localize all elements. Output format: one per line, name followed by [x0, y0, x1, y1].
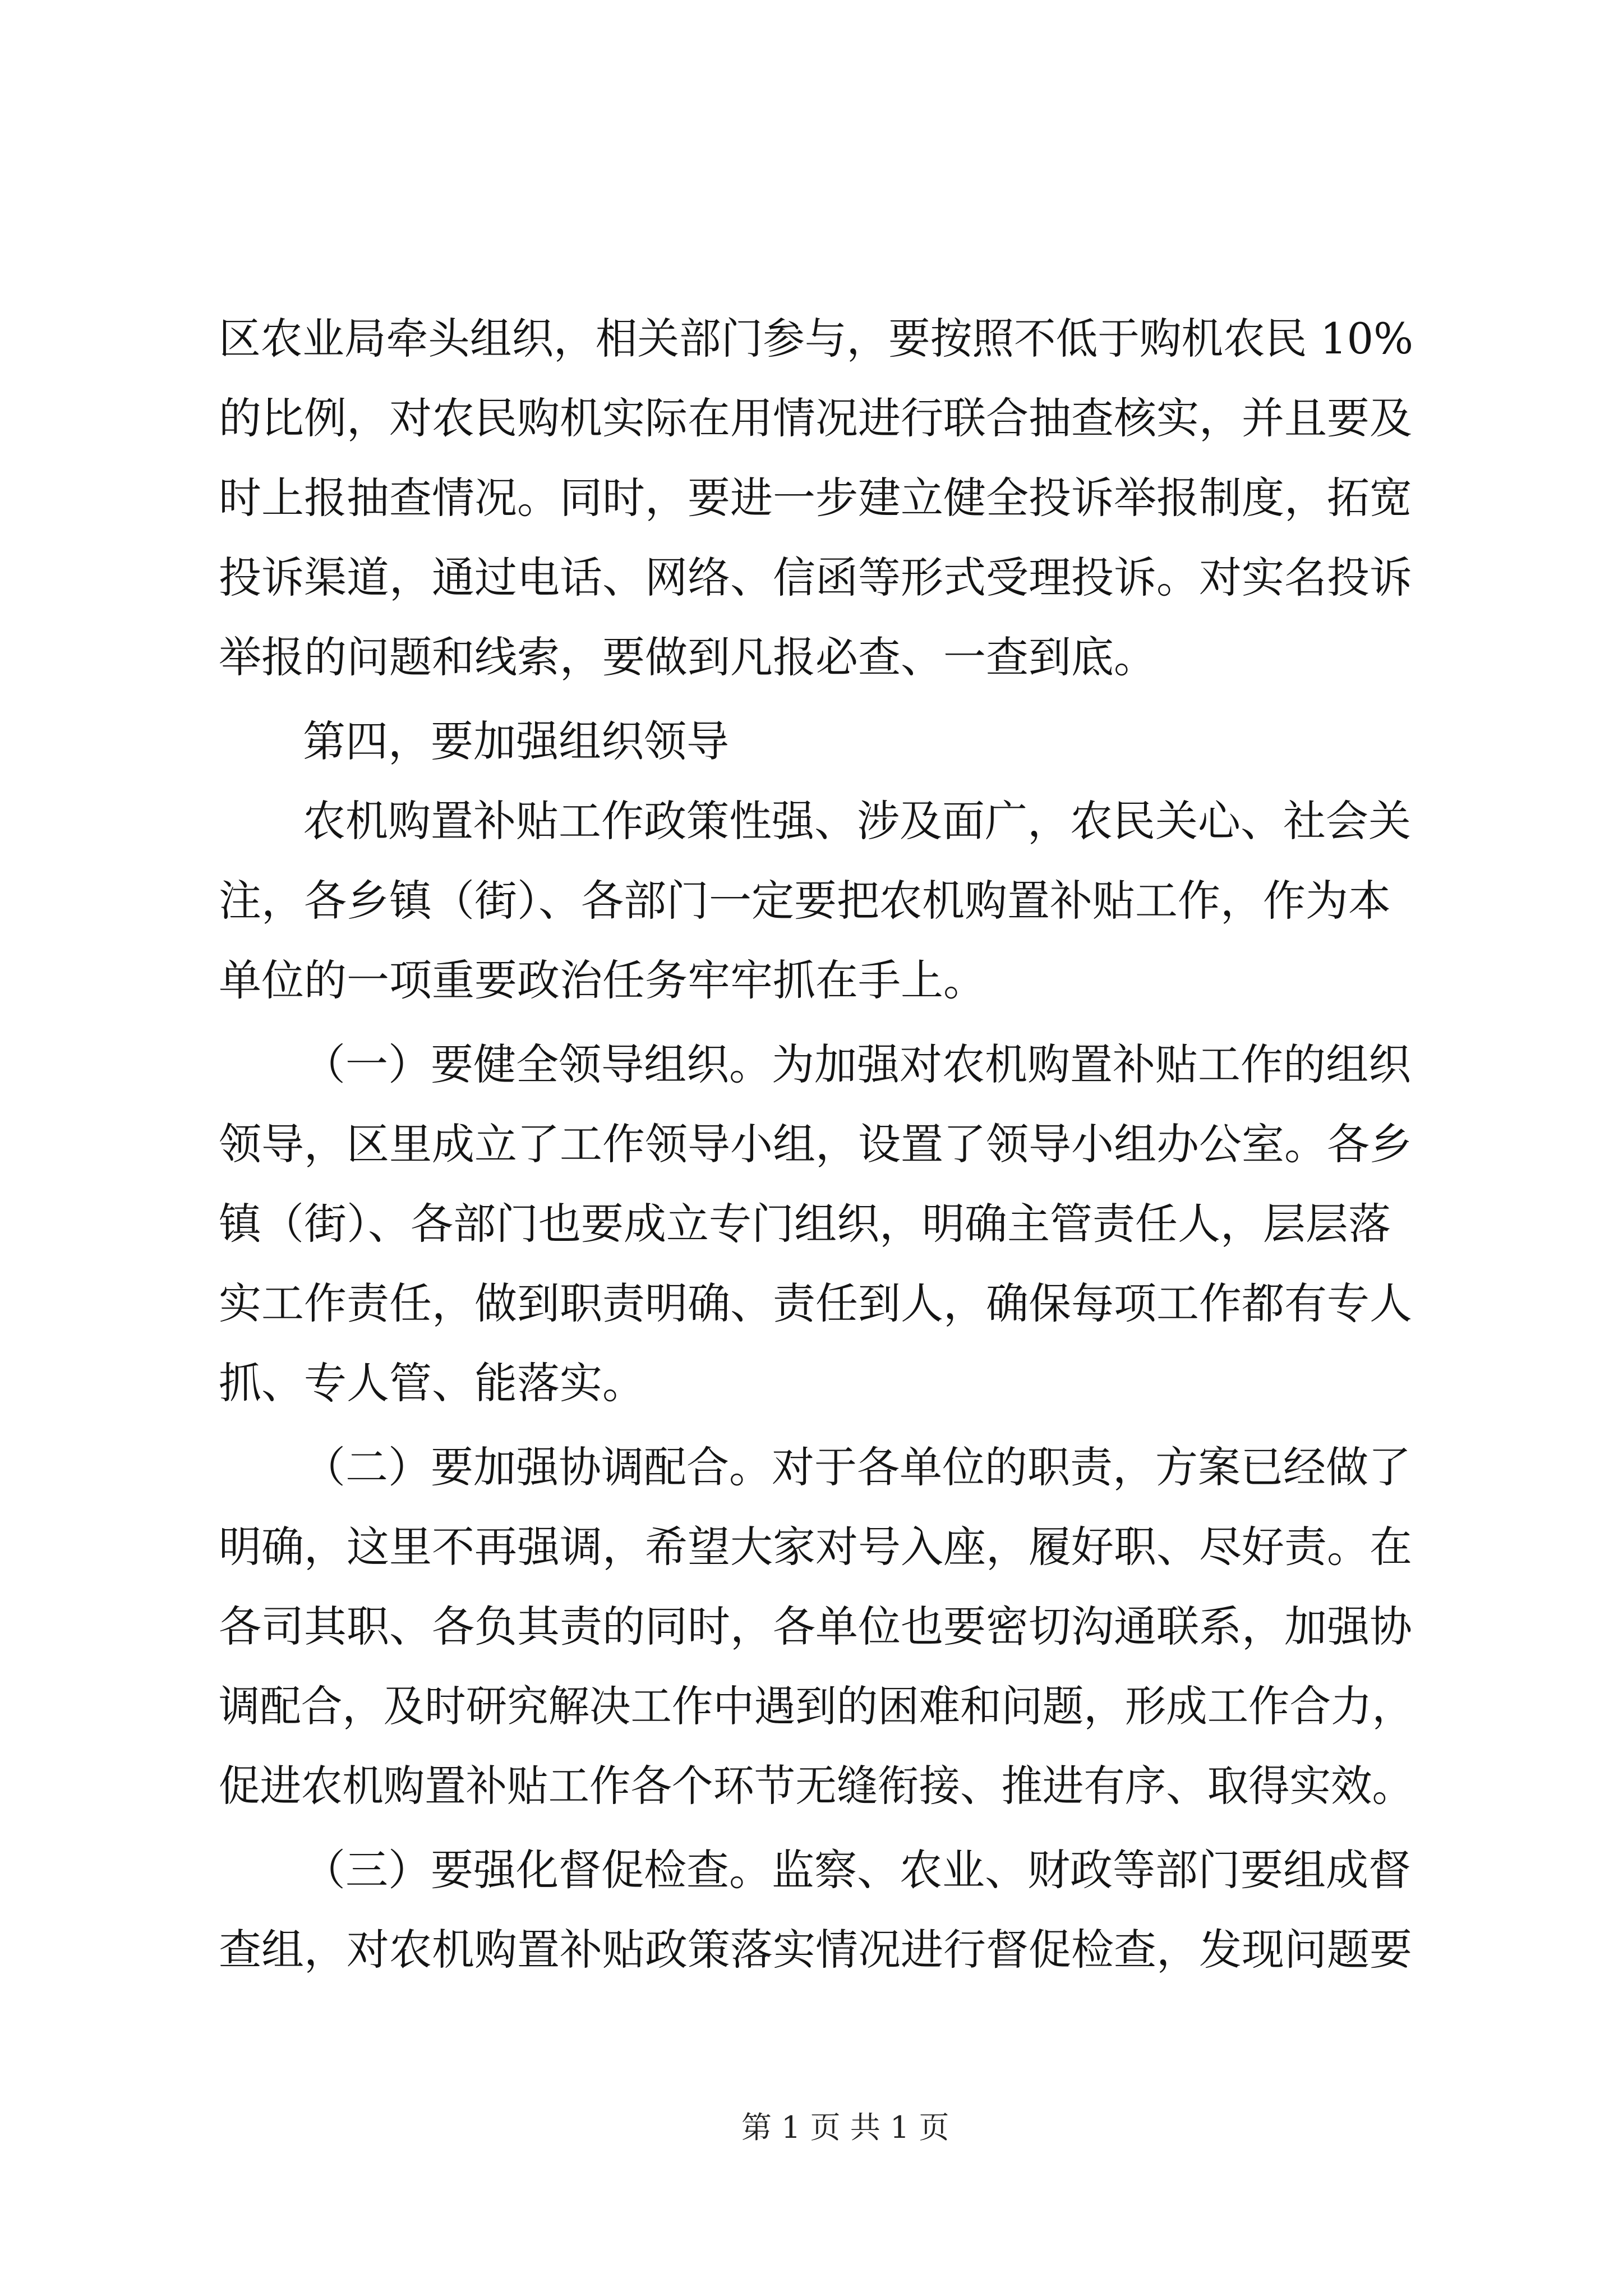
body-line: 抓、专人管、能落实。: [219, 1358, 645, 1408]
body-line: 调配合，及时研究解决工作中遇到的困难和问题，形成工作合力，: [219, 1681, 1413, 1731]
body-line: 注，各乡镇（街）、各部门一定要把农机购置补贴工作，作为本: [219, 876, 1391, 926]
body-line: 实工作责任，做到职责明确、责任到人，确保每项工作都有专人: [219, 1278, 1412, 1328]
body-line: （一）要健全领导组织。为加强对农机购置补贴工作的组织: [303, 1039, 1411, 1089]
body-line: 农机购置补贴工作政策性强、涉及面广，农民关心、社会关: [303, 796, 1411, 846]
body-line: 促进农机购置补贴工作各个环节无缝衔接、推进有序、取得实效。: [219, 1761, 1413, 1811]
body-line: 各司其职、各负其责的同时，各单位也要密切沟通联系，加强协: [219, 1602, 1412, 1651]
body-line: 查组，对农机购置补贴政策落实情况进行督促检查，发现问题要: [219, 1925, 1412, 1975]
body-line: （二）要加强协调配合。对于各单位的职责，方案已经做了: [303, 1442, 1411, 1492]
body-line: 区农业局牵头组织，相关部门参与，要按照不低于购机农民 10%: [219, 314, 1414, 364]
body-line: （三）要强化督促检查。监察、农业、财政等部门要组成督: [303, 1845, 1411, 1895]
section-heading: 第四，要加强组织领导: [303, 716, 729, 766]
body-line: 的比例，对农民购机实际在用情况进行联合抽查核实，并且要及: [219, 393, 1412, 443]
body-line: 单位的一项重要政治任务牢牢抓在手上。: [219, 955, 986, 1005]
body-line: 投诉渠道，通过电话、网络、信函等形式受理投诉。对实名投诉: [219, 553, 1412, 602]
body-line: 举报的问题和线索，要做到凡报必查、一查到底。: [219, 632, 1156, 682]
body-line: 时上报抽查情况。同时，要进一步建立健全投诉举报制度，拓宽: [219, 473, 1412, 523]
page-number: 第 1 页 共 1 页: [741, 2110, 949, 2145]
body-line: 明确，这里不再强调，希望大家对号入座，履好职、尽好责。在: [219, 1522, 1412, 1572]
body-line: 镇（街）、各部门也要成立专门组织，明确主管责任人，层层落: [219, 1199, 1391, 1249]
body-line: 领导，区里成立了工作领导小组，设置了领导小组办公室。各乡: [219, 1119, 1412, 1169]
